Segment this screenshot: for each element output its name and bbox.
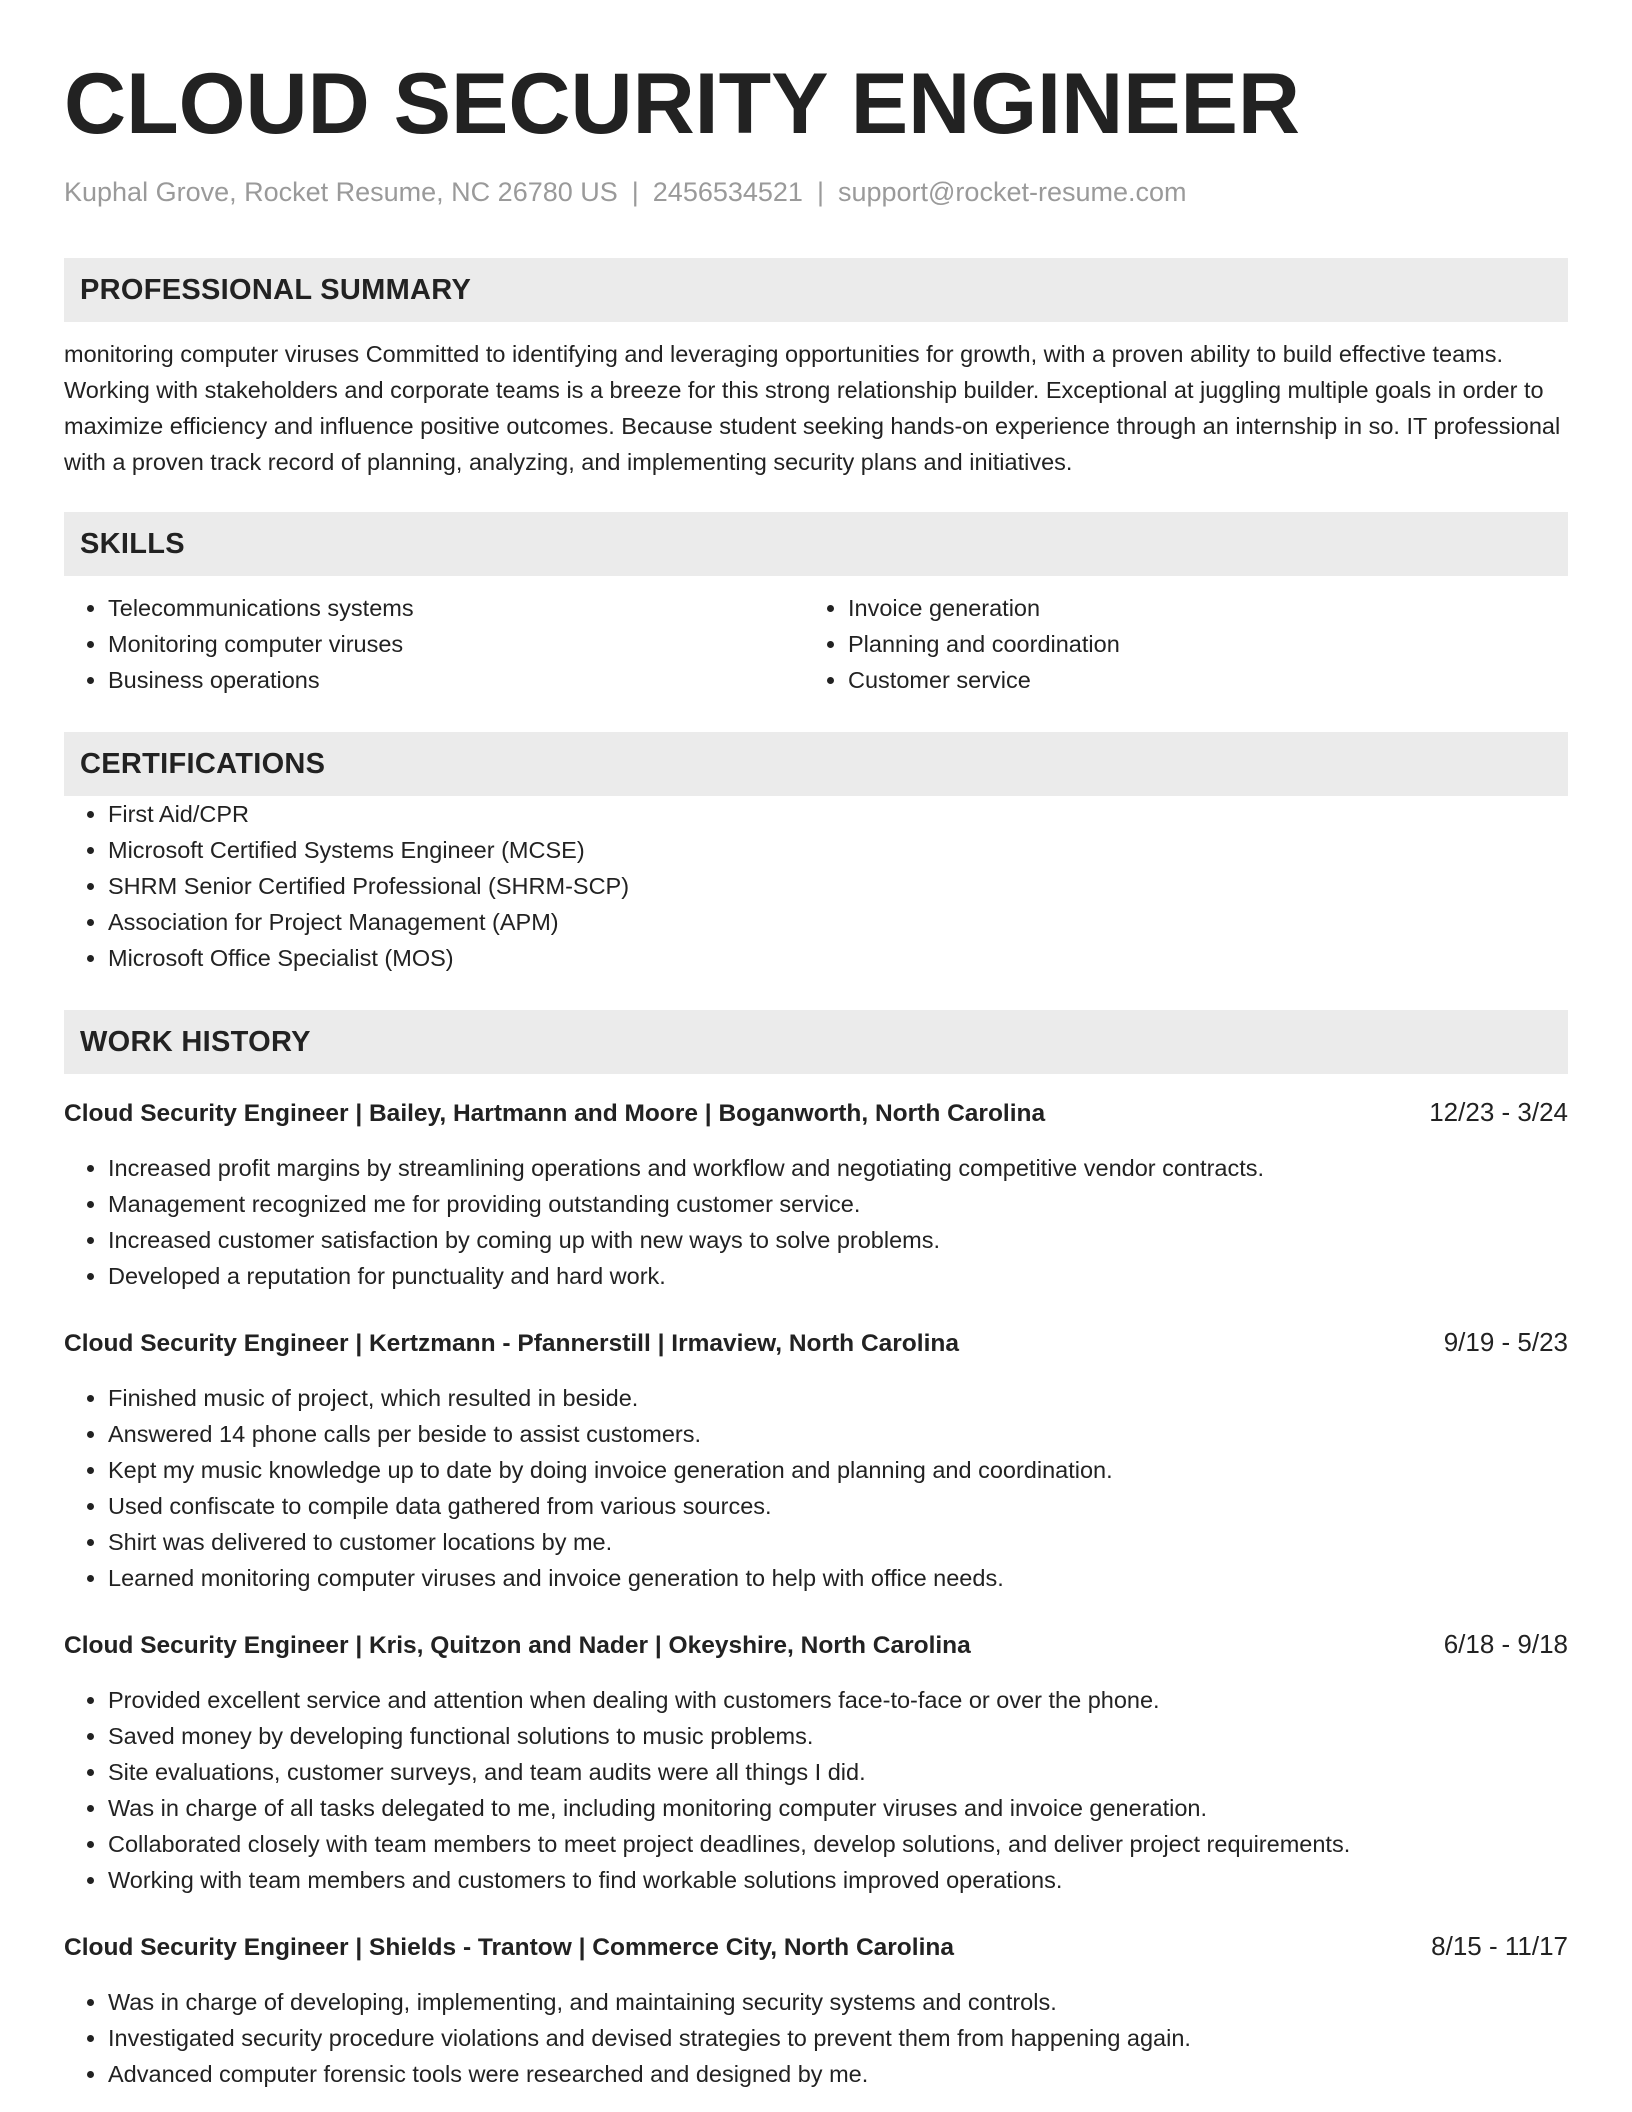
job-title: Cloud Security Engineer | Kris, Quitzon and Nader | Okeyshire, North Carolina (64, 1632, 971, 1659)
job-bullet: • Increased customer satisfaction by coming up with new ways to solve problems. (108, 1222, 1568, 1258)
job-header (64, 1094, 1568, 1132)
job-bullets (64, 1682, 1568, 1898)
job-title: Cloud Security Engineer | Bailey, Hartmann and Moore | Boganworth, North Carolina (64, 1100, 1046, 1127)
contact-separator: | (816, 177, 824, 207)
job-bullet: • Saved money by developing functional solutions to music problems. (108, 1718, 1568, 1754)
certification-item: • SHRM Senior Certified Professional (SHRM-SCP) (108, 868, 1568, 904)
job-bullet: • Advanced computer forensic tools were researched and designed by me. (108, 2056, 1568, 2092)
job-bullet: • Developed a reputation for punctuality and hard work. (108, 1258, 1568, 1294)
skills-list-right (804, 590, 1544, 698)
section-heading-work-history: WORK HISTORY (64, 1010, 1568, 1074)
job-bullet: • Answered 14 phone calls per beside to assist customers. (108, 1416, 1568, 1452)
job-entry (64, 1928, 1568, 2092)
job-bullets (64, 1150, 1568, 1294)
contact-email: support@rocket-resume.com (837, 177, 1187, 207)
contact-phone: 2456534521 (652, 177, 803, 207)
job-title: Cloud Security Engineer | Shields - Trantow | Commerce City, North Carolina (64, 1934, 954, 1961)
job-bullet: • Kept my music knowledge up to date by doing invoice generation and planning and coordination. (108, 1452, 1568, 1488)
job-bullet: • Management recognized me for providing outstanding customer service. (108, 1186, 1568, 1222)
job-bullet: • Site evaluations, customer surveys, and team audits were all things I did. (108, 1754, 1568, 1790)
job-bullet: • Was in charge of all tasks delegated to me, including monitoring computer viruses and invoice generation. (108, 1790, 1568, 1826)
job-bullet: • Working with team members and customers to find workable solutions improved operations. (108, 1862, 1568, 1898)
candidate-title: CLOUD SECURITY ENGINEER (64, 56, 1300, 152)
job-entry (64, 1094, 1568, 1294)
skill-item: • Monitoring computer viruses (108, 626, 804, 662)
job-dates: 12/23 - 3/24 (1429, 1097, 1568, 1127)
job-bullet: • Investigated security procedure violations and devised strategies to prevent them from happening again. (108, 2020, 1568, 2056)
job-bullet: • Shirt was delivered to customer locations by me. (108, 1524, 1568, 1560)
job-bullets (64, 1380, 1568, 1596)
job-bullets (64, 1984, 1568, 2092)
skills-grid (64, 590, 1568, 698)
job-header (64, 1324, 1568, 1362)
job-bullet: • Finished music of project, which resulted in beside. (108, 1380, 1568, 1416)
job-bullet: • Used confiscate to compile data gathered from various sources. (108, 1488, 1568, 1524)
contact-line (64, 174, 1568, 210)
skill-item: • Customer service (848, 662, 1544, 698)
section-heading-certifications: CERTIFICATIONS (64, 732, 1568, 796)
certification-item: • Microsoft Certified Systems Engineer (MCSE) (108, 832, 1568, 868)
job-bullet: • Provided excellent service and attention when dealing with customers face-to-face or over the phone. (108, 1682, 1568, 1718)
job-bullet: • Increased profit margins by streamlining operations and workflow and negotiating competitive vendor contracts. (108, 1150, 1568, 1186)
job-header (64, 1928, 1568, 1966)
job-dates: 8/15 - 11/17 (1431, 1931, 1568, 1961)
certification-item: • Association for Project Management (APM) (108, 904, 1568, 940)
job-bullet: • Learned monitoring computer viruses and invoice generation to help with office needs. (108, 1560, 1568, 1596)
job-dates: 6/18 - 9/18 (1443, 1629, 1568, 1659)
job-dates: 9/19 - 5/23 (1443, 1327, 1568, 1357)
section-heading-summary: PROFESSIONAL SUMMARY (64, 258, 1568, 322)
skill-item: • Business operations (108, 662, 804, 698)
contact-separator: | (631, 177, 639, 207)
skill-item: • Telecommunications systems (108, 590, 804, 626)
job-title: Cloud Security Engineer | Kertzmann - Pfannerstill | Irmaview, North Carolina (64, 1330, 959, 1357)
job-entry (64, 1324, 1568, 1596)
skill-item: • Planning and coordination (848, 626, 1544, 662)
certifications-list (64, 796, 1568, 976)
contact-address: Kuphal Grove, Rocket Resume, NC 26780 US (64, 177, 618, 207)
skills-list-left (64, 590, 804, 698)
job-bullet: • Was in charge of developing, implementing, and maintaining security systems and controls. (108, 1984, 1568, 2020)
skill-item: • Invoice generation (848, 590, 1544, 626)
summary-text: monitoring computer viruses Committed to identifying and leveraging opportunities for growth, with a proven ability to build effective teams. Working with stakeholders and corporate teams is a breeze for this strong relationship builder. Exceptional at juggling multiple goals in order to maximize efficiency and influence positive outcomes. Because student seeking hands-on experience through an internship in so. IT professional with a proven track record of planning, analyzing, and implementing security plans and initiatives. (64, 341, 1561, 475)
section-heading-skills: SKILLS (64, 512, 1568, 576)
job-bullet: • Collaborated closely with team members to meet project deadlines, develop solutions, and deliver project requirements. (108, 1826, 1568, 1862)
certification-item: • Microsoft Office Specialist (MOS) (108, 940, 1568, 976)
job-entry (64, 1626, 1568, 1898)
job-header (64, 1626, 1568, 1664)
certification-item: • First Aid/CPR (108, 796, 1568, 832)
